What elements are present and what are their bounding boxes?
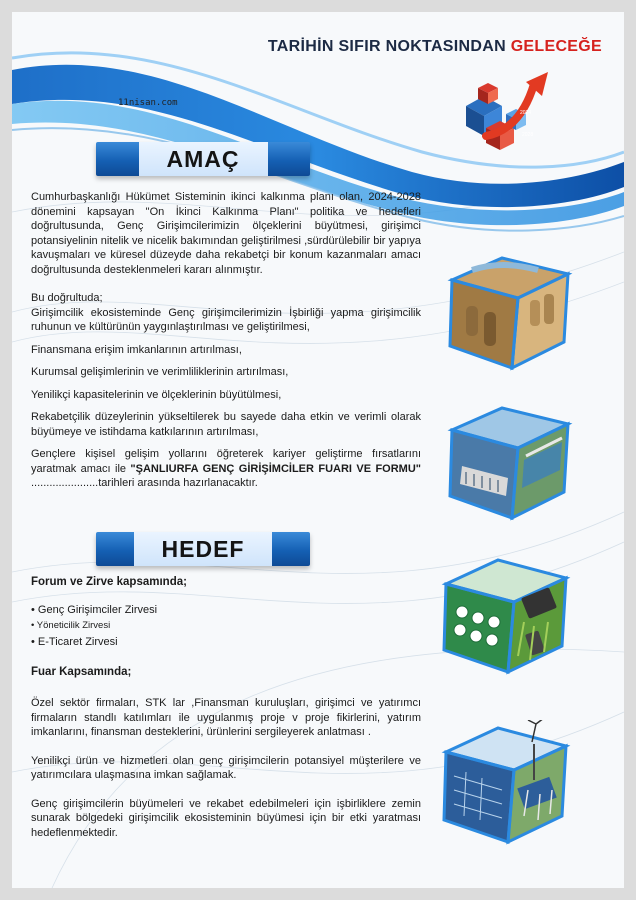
fuar-p3: Genç girişimcilerin büyümeleri ve rekabet edebilmeleri için işbirliklere zemin sunarak bölgedeki girişimcilik ekosisteminin büyümesi için bir etki yaratması hedeflenmektedir.	[31, 797, 421, 839]
amac-p6-bold: "ŞANLIURFA GENÇ GİRİŞİMCİLER FUARI VE FORMU"	[130, 462, 421, 475]
hedef-section-bar	[96, 532, 310, 566]
history-cube-icon	[442, 250, 578, 374]
amac-p2: Finansmana erişim imkanlarının artırılması,	[31, 343, 242, 356]
amac-intro: Cumhurbaşkanlığı Hükümet Sisteminin ikinci kalkınma planı olan, 2024-2028 dönemini kapsayan "On İkinci Kalkınma Planı" politika ve hedefleri doğrultusunda, Genç Girişimcilerimizin ölçeklerini büyütmesi, girişimci potansiyelinin nitelik ve nicelik bakımından geliştirilmesi ,sürdürülebilir bir yapıya kavuşmaları ve küresel düzeyde daha rekabetçi bir konum kazanmaları amacı doğrultusunda desteklenmeleri kararı alınmıştır.	[31, 191, 421, 276]
brochure-page	[12, 12, 624, 888]
amac-p3: Kurumsal gelişimlerinin ve verimliliklerinin artırılması,	[31, 366, 289, 378]
amac-section-bar	[96, 142, 310, 176]
forum-heading: Forum ve Zirve kapsamında;	[31, 576, 187, 588]
amac-p4: Yenilikçi kapasitelerinin ve ölçeklerinin büyütülmesi,	[31, 388, 282, 401]
amac-title: AMAÇ	[139, 142, 268, 176]
fuar-p1: Özel sektör firmaları, STK lar ,Finansman kuruluşları, girişimci ve yatırımcı firmaların standlı katılımları ile uygulanmış proje v proje fikirlerini, yatırım imkanlarını, finansman desteklerini, ürünlerini sergileyerek anlatması .	[31, 697, 421, 738]
header-title-main: TARİHİN SIFIR NOKTASINDAN	[267, 38, 511, 55]
hedef-title: HEDEF	[134, 532, 273, 566]
logo-year-1: 2024	[520, 110, 532, 116]
fuar-heading: Fuar Kapsamında;	[31, 666, 132, 678]
fuar-p2: Yenilikçi ürün ve hizmetleri olan genç girişimcilerin potansiyel müşterilere ve yatırımcılara ulaşmasına imkan sağlamak.	[31, 754, 421, 781]
agri-tech-cube-icon	[436, 552, 576, 678]
header-title	[268, 38, 602, 56]
amac-p1b: Girişimcilik ekosisteminde Genç girişimcilerimizin İşbirliği yapma girişimcilik ruhunun ve kültürünün yaygınlaştırılması ve geliştirilmesi,	[31, 306, 421, 333]
amac-body	[31, 190, 421, 491]
amac-p1a: Bu doğrultuda;	[31, 292, 103, 304]
watermark-text: 11nisan.com	[118, 98, 178, 108]
bullet-e-ticaret: • E-Ticaret Zirvesi	[31, 634, 157, 650]
dam-cube-icon	[442, 400, 578, 524]
amac-p5: Rekabetçilik düzeylerinin yükseltilerek bu sayede daha etkin ve verimli olarak büyümeye ve istihdama katkılarının artırılması,	[31, 411, 421, 438]
amac-p6-post: ......................tarihleri arasında hazırlanacaktır.	[31, 477, 258, 489]
bullet-yoneticilik: • Yöneticilik Zirvesi	[31, 618, 157, 634]
forum-bullet-list	[31, 602, 157, 650]
logo-cube-arrow-icon	[456, 66, 552, 156]
header-title-accent: GELECEĞE	[510, 38, 602, 55]
fuar-body	[31, 696, 421, 840]
energy-cube-icon	[436, 720, 576, 850]
amac-p6-pre: Gençlere kişisel gelişim yollarını öğreterek kariyer geliştirme fırsatlarını yaratmak amacı ile	[31, 448, 421, 475]
amac-p6	[31, 447, 421, 491]
logo-year-2: 2028	[522, 132, 534, 138]
bullet-genc-girisimciler: • Genç Girişimciler Zirvesi	[31, 602, 157, 618]
